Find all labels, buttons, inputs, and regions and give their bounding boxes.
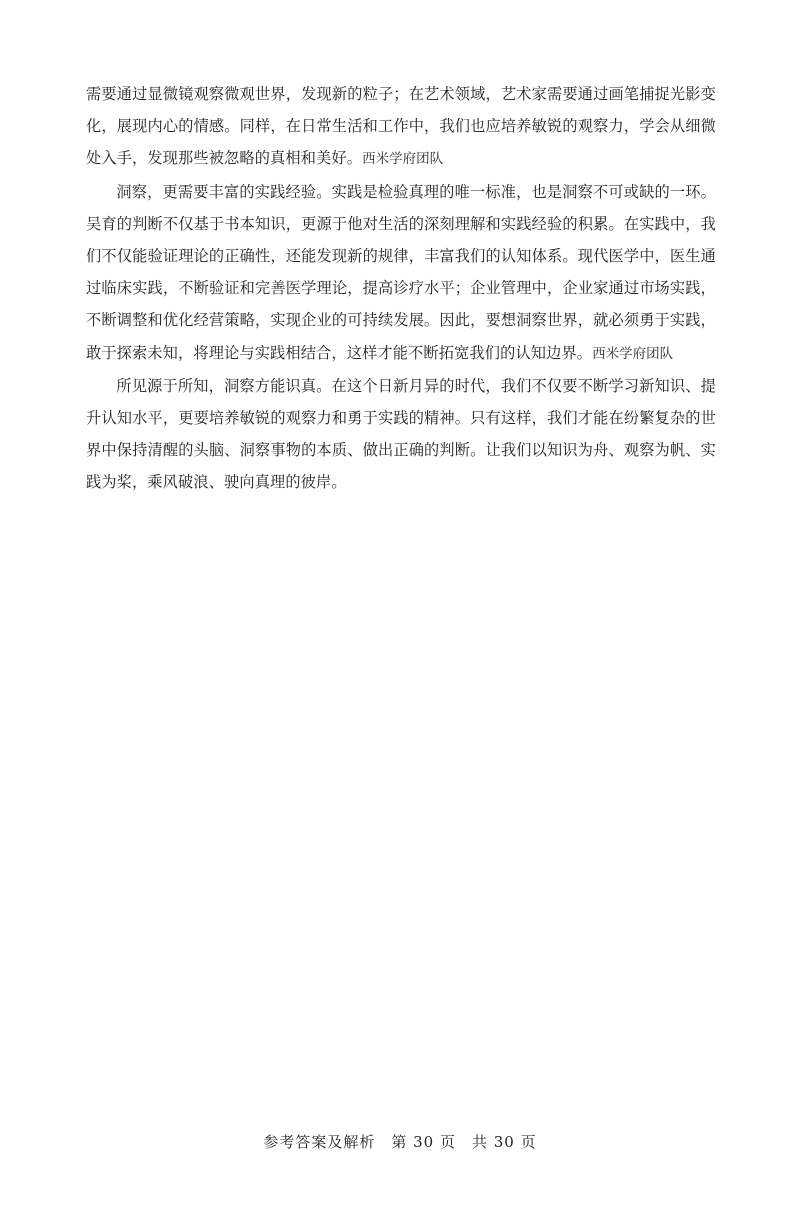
paragraph-text: 需要通过显微镜观察微观世界，发现新的粒子；在艺术领域，艺术家需要通过画笔捕捉光影变化，展现内心的情感。同样，在日常生活和工作中，我们也应培养敏锐的观察力，学会从细微处入手，发现那些被忽略的真相和美好。: [86, 85, 716, 168]
paragraph-text: 所见源于所知，洞察方能识真。在这个日新月异的时代，我们不仅要不断学习新知识、提升认知水平，更要培养敏锐的观察力和勇于实践的精神。只有这样，我们才能在纷繁复杂的世界中保持清醒的头脑、洞察事物的本质、做出正确的判断。让我们以知识为舟、观察为帆、实践为桨，乘风破浪、驶向真理的彼岸。: [86, 376, 716, 492]
essay-body: [86, 78, 716, 499]
paragraph-practice: [86, 176, 716, 370]
paragraph-conclusion: [86, 370, 716, 499]
footer-doc-title: 参考答案及解析: [263, 1133, 376, 1151]
paragraph-continuation: [86, 78, 716, 176]
footer-page-number: 第 30 页: [391, 1133, 456, 1151]
paragraph-text: 洞察，更需要丰富的实践经验。实践是检验真理的唯一标准，也是洞察不可或缺的一环。吴育的判断不仅基于书本知识，更源于他对生活的深刻理解和实践经验的积累。在实践中，我们不仅能验证理论的正确性，还能发现新的规律，丰富我们的认知体系。现代医学中，医生通过临床实践，不断验证和完善医学理论，提高诊疗水平；企业管理中，企业家通过市场实践，不断调整和优化经营策略，实现企业的可持续发展。因此，要想洞察世界，就必须勇于实践，敢于探索未知，将理论与实践相结合，这样才能不断拓宽我们的认知边界。: [86, 182, 716, 362]
footer-total-pages: 共 30 页: [472, 1133, 537, 1151]
watermark-text: 西米学府团队: [362, 151, 444, 168]
watermark-text: 西米学府团队: [592, 345, 674, 362]
page-footer: [0, 1131, 800, 1152]
